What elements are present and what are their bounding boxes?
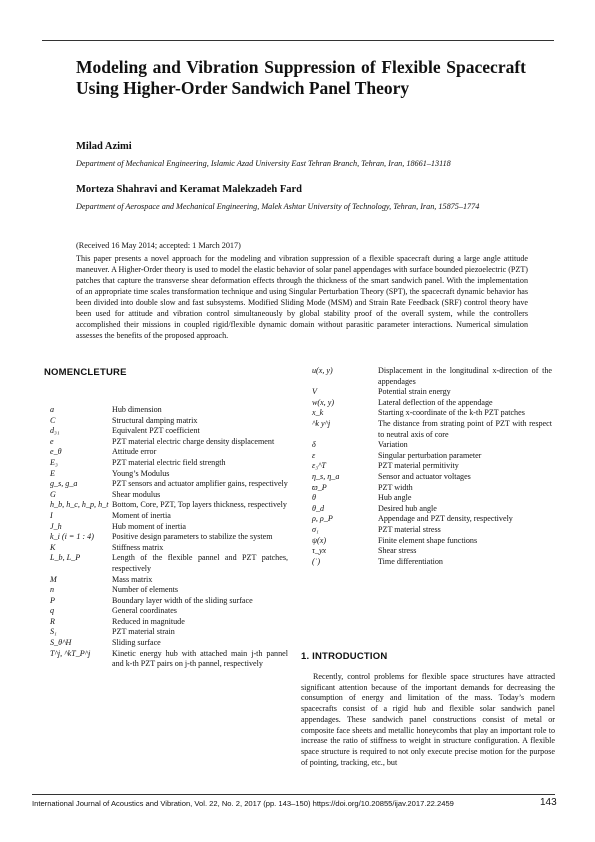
- nomenclature-definition: Positive design parameters to stabilize the system: [112, 532, 273, 542]
- nomenclature-row: [50, 426, 288, 437]
- nomenclature-row: [50, 649, 288, 670]
- nomenclature-definition: PZT width: [378, 482, 413, 492]
- nomenclature-symbol: q: [50, 606, 55, 616]
- received-dates: (Received 16 May 2014; accepted: 1 March 2017): [76, 241, 241, 250]
- nomenclature-definition: Potential strain energy: [378, 387, 451, 397]
- introduction-text: Recently, control problems for flexible space structures have attracted significant attention because of the important demands for decreasing the consumption of energy and limitation of the mass. Today’s modern spacecrafts consist of a rigid hub and flexible solar sandwich panel appendages. These sandwich panel constructions consist of metal or composite face sheets and metallic honeycombs that play an important role to increase the ratio of stiffness to weight in structure configuration. A flexible space structure is required to not only execute precise motion for the purpose of pointing, tracking, etc., but: [301, 672, 555, 767]
- nomenclature-row: [50, 606, 288, 617]
- nomenclature-row: [312, 387, 552, 398]
- nomenclature-row: [50, 585, 288, 596]
- abstract: This paper presents a novel approach for the modeling and vibration suppression of a flexible spacecraft during a large angle attitude maneuver. A Higher-Order theory is used to model the elastic behavior of solar panel appendages with surface bounded piezoelectric (PZT) patches that capture the transverse shear deformation effects through the thickness of the smart sandwich panel. With the implementation of an appropriate time scales transformation technique and using Singular Perturbation Theory (SPT), the spacecraft dynamic behavior has been divided into double slow and fast subsystems. Modified Sliding Mode (MSM) and Strain Rate Feedback (SRF) control theory have been used for attitude and vibration control simultaneously by global stability proof of the overall system, while the controllers accomplished their missions in coupled rigid/flexible dynamic domain without parasitic parameter interactions. Numerical simulation assesses the benefits of the proposed approach.: [76, 254, 528, 340]
- nomenclature-definition: Variation: [378, 440, 408, 450]
- nomenclature-row: [50, 447, 288, 458]
- nomenclature-row: [312, 461, 552, 472]
- nomenclature-row: [50, 575, 288, 586]
- nomenclature-symbol: G: [50, 489, 56, 499]
- nomenclature-left-column: [50, 405, 288, 670]
- nomenclature-definition: PZT sensors and actuator amplifier gains, respectively: [112, 479, 288, 489]
- nomenclature-definition: Boundary layer width of the sliding surface: [112, 595, 253, 605]
- nomenclature-definition: Reduced in magnitude: [112, 616, 185, 626]
- paper-title: Modeling and Vibration Suppression of Flexible Spacecraft Using Higher-Order Sandwich Panel Theory: [76, 57, 526, 98]
- nomenclature-symbol: w(x, y): [312, 397, 335, 407]
- nomenclature-symbol: x_k: [312, 408, 324, 418]
- nomenclature-definition: Attitude error: [112, 447, 157, 457]
- nomenclature-row: [50, 617, 288, 628]
- nomenclature-row: [312, 483, 552, 494]
- nomenclature-definition: Starting x-coordinate of the k-th PZT patches: [378, 408, 525, 418]
- nomenclature-symbol: I: [50, 510, 53, 520]
- nomenclature-definition: Desired hub angle: [378, 503, 437, 513]
- nomenclature-symbol: ε₃^T: [312, 461, 326, 471]
- nomenclature-row: [50, 532, 288, 543]
- nomenclature-row: [50, 469, 288, 480]
- nomenclature-row: [312, 419, 552, 440]
- nomenclature-row: [50, 458, 288, 469]
- nomenclature-symbol: S_θ^H: [50, 638, 72, 648]
- author-affiliation-1: Department of Mechanical Engineering, Islamic Azad University East Tehran Branch, Tehran, Iran, 18661–13118: [76, 159, 451, 168]
- nomenclature-definition: Stiffness matrix: [112, 542, 164, 552]
- nomenclature-definition: PZT material strain: [112, 627, 175, 637]
- nomenclature-row: [312, 366, 552, 387]
- nomenclature-definition: Bottom, Core, PZT, Top layers thickness, respectively: [112, 500, 287, 510]
- nomenclature-definition: The distance from strating point of PZT with respect to neutral axis of core: [378, 418, 552, 439]
- nomenclature-definition: PZT material electric charge density displacement: [112, 436, 275, 446]
- nomenclature-row: [312, 514, 552, 525]
- bottom-rule: [32, 794, 555, 795]
- nomenclature-symbol: k_i (i = 1 : 4): [50, 532, 94, 542]
- nomenclature-symbol: η_s, η_a: [312, 471, 340, 481]
- nomenclature-row: [50, 416, 288, 427]
- nomenclature-row: [312, 440, 552, 451]
- nomenclature-symbol: h_b, h_c, h_p, h_t: [50, 500, 109, 510]
- nomenclature-definition: Time differentiation: [378, 556, 443, 566]
- nomenclature-symbol: K: [50, 542, 56, 552]
- nomenclature-symbol: τ_yx: [312, 546, 327, 556]
- nomenclature-symbol: T^j, ^kT_P^j: [50, 648, 91, 658]
- nomenclature-row: [312, 546, 552, 557]
- nomenclature-row: [50, 511, 288, 522]
- nomenclature-row: [312, 525, 552, 536]
- nomenclature-symbol: θ: [312, 493, 316, 503]
- nomenclature-symbol: ^k y^j: [312, 418, 331, 428]
- nomenclature-definition: Mass matrix: [112, 574, 153, 584]
- nomenclature-definition: Sensor and actuator voltages: [378, 471, 471, 481]
- nomenclature-row: [50, 543, 288, 554]
- nomenclature-definition: Kinetic energy hub with attached main j-th pannel and k-th PZT pairs on j-th pannel, respectively: [112, 648, 288, 669]
- nomenclature-row: [50, 596, 288, 607]
- nomenclature-symbol: ϖ_P: [312, 482, 327, 492]
- author-name-1: Milad Azimi: [76, 141, 132, 152]
- nomenclature-row: [50, 479, 288, 490]
- page-number: 143: [540, 797, 557, 808]
- nomenclature-symbol: a: [50, 405, 55, 414]
- author-name-2: Morteza Shahravi and Keramat Malekzadeh Fard: [76, 184, 303, 195]
- nomenclature-symbol: u(x, y): [312, 366, 333, 375]
- nomenclature-definition: PZT material permitivity: [378, 461, 459, 471]
- nomenclature-symbol: L_b, L_P: [50, 553, 81, 563]
- nomenclature-definition: Appendage and PZT density, respectively: [378, 514, 513, 524]
- nomenclature-definition: Number of elements: [112, 585, 179, 595]
- nomenclature-symbol: ε: [312, 450, 316, 460]
- nomenclature-heading: NOMENCLETURE: [44, 367, 127, 378]
- nomenclature-symbol: S₁: [50, 627, 57, 637]
- nomenclature-symbol: C: [50, 415, 56, 425]
- nomenclature-row: [312, 536, 552, 547]
- nomenclature-row: [312, 504, 552, 515]
- journal-footer: International Journal of Acoustics and Vibration, Vol. 22, No. 2, 2017 (pp. 143–150) https://doi.org/10.20855/ijav.2017.22.2459: [32, 799, 454, 808]
- nomenclature-definition: PZT material stress: [378, 524, 441, 534]
- nomenclature-row: [312, 408, 552, 419]
- introduction-heading: 1. INTRODUCTION: [301, 651, 388, 662]
- nomenclature-definition: Displacement in the longitudinal x-direction of the appendages: [378, 366, 552, 386]
- nomenclature-symbol: δ: [312, 440, 316, 450]
- nomenclature-definition: Equivalent PZT coefficient: [112, 426, 200, 436]
- nomenclature-definition: Shear stress: [378, 546, 417, 556]
- nomenclature-symbol: e: [50, 436, 54, 446]
- nomenclature-symbol: ψ(x): [312, 535, 327, 545]
- nomenclature-definition: Sliding surface: [112, 638, 161, 648]
- nomenclature-definition: General coordinates: [112, 606, 177, 616]
- nomenclature-definition: PZT material electric field strength: [112, 457, 226, 467]
- nomenclature-symbol: e_θ: [50, 447, 62, 457]
- nomenclature-definition: Hub dimension: [112, 405, 162, 414]
- nomenclature-symbol: J_h: [50, 521, 62, 531]
- nomenclature-symbol: V: [312, 387, 317, 397]
- nomenclature-right-column: [312, 366, 552, 567]
- nomenclature-row: [312, 472, 552, 483]
- nomenclature-definition: Singular perturbation parameter: [378, 450, 482, 460]
- nomenclature-row: [50, 638, 288, 649]
- nomenclature-definition: Lateral deflection of the appendage: [378, 397, 493, 407]
- nomenclature-symbol: d₃₁: [50, 426, 60, 436]
- nomenclature-symbol: n: [50, 585, 55, 595]
- nomenclature-row: [50, 405, 288, 416]
- nomenclature-symbol: g_s, g_a: [50, 479, 78, 489]
- nomenclature-definition: Length of the flexible pannel and PZT patches, respectively: [112, 553, 288, 573]
- nomenclature-symbol: R: [50, 616, 55, 626]
- nomenclature-definition: Hub moment of inertia: [112, 521, 186, 531]
- nomenclature-symbol: P: [50, 595, 55, 605]
- nomenclature-row: [50, 553, 288, 574]
- nomenclature-row: [50, 437, 288, 448]
- nomenclature-symbol: ρ, ρ_P: [312, 514, 333, 524]
- nomenclature-symbol: E: [50, 468, 55, 478]
- top-rule: [42, 40, 554, 41]
- nomenclature-symbol: M: [50, 574, 57, 584]
- nomenclature-row: [312, 451, 552, 462]
- nomenclature-definition: Young’s Modulus: [112, 468, 170, 478]
- nomenclature-row: [312, 398, 552, 409]
- nomenclature-row: [50, 490, 288, 501]
- nomenclature-row: [50, 627, 288, 638]
- nomenclature-definition: Hub angle: [378, 493, 412, 503]
- nomenclature-symbol: σ₁: [312, 524, 319, 534]
- nomenclature-symbol: (˙): [312, 556, 321, 566]
- nomenclature-row: [312, 493, 552, 504]
- nomenclature-definition: Structural damping matrix: [112, 415, 198, 425]
- nomenclature-symbol: E₃: [50, 457, 58, 467]
- nomenclature-row: [312, 557, 552, 568]
- author-affiliation-2: Department of Aerospace and Mechanical Engineering, Malek Ashtar University of Technology, Tehran, Iran, 15875–1774: [76, 202, 480, 211]
- nomenclature-definition: Moment of inertia: [112, 510, 171, 520]
- nomenclature-definition: Finite element shape functions: [378, 535, 478, 545]
- nomenclature-definition: Shear modulus: [112, 489, 161, 499]
- nomenclature-symbol: θ_d: [312, 503, 325, 513]
- nomenclature-row: [50, 522, 288, 533]
- nomenclature-row: [50, 500, 288, 511]
